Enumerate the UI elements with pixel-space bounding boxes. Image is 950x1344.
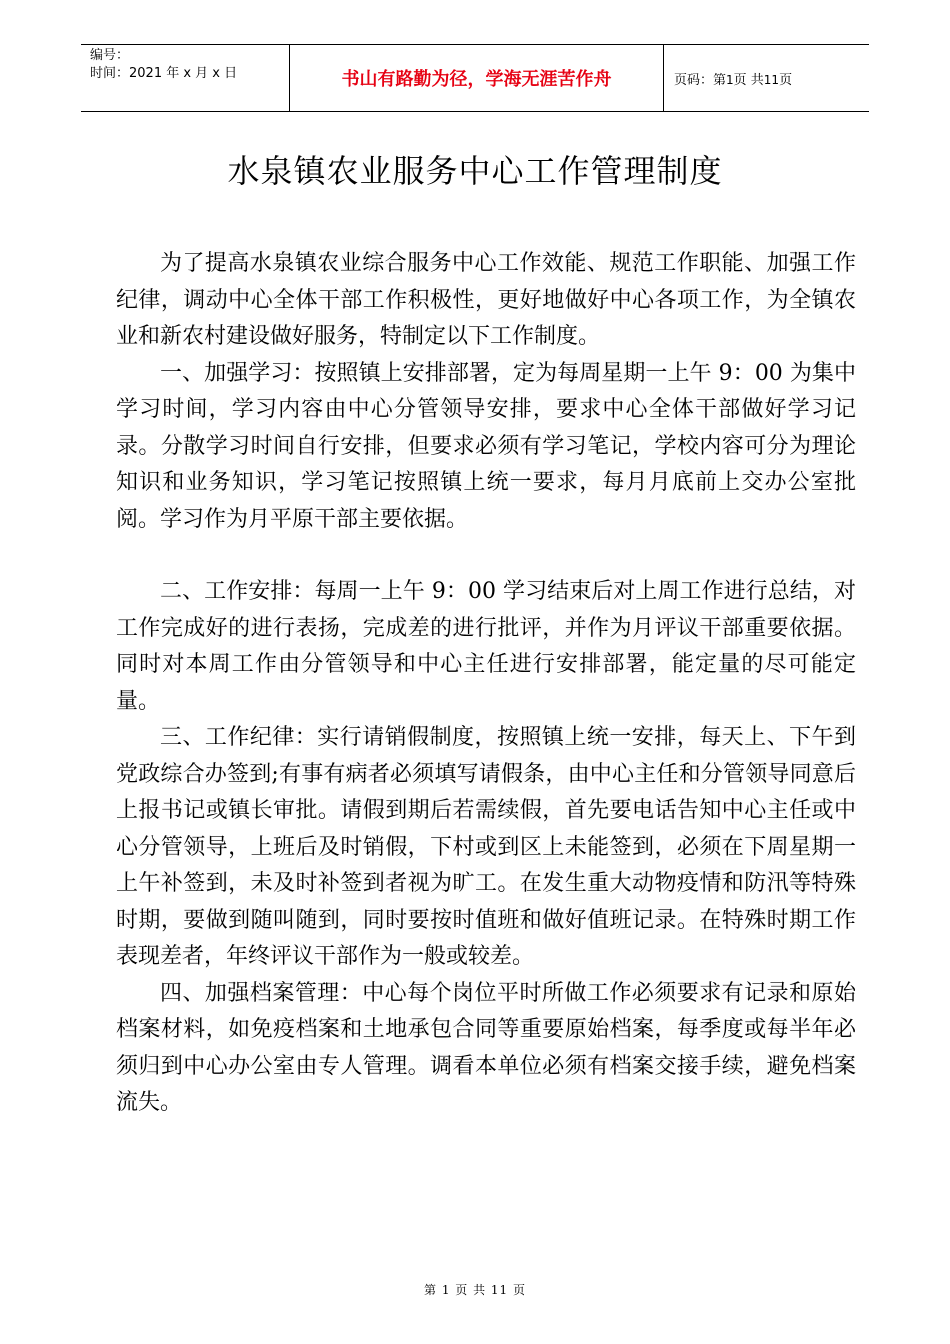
document-time: 时间：2021 年 x 月 x 日	[90, 66, 238, 81]
document-title: 水泉镇农业服务中心工作管理制度	[227, 152, 723, 190]
header-meta-cell	[81, 45, 290, 112]
page-total: 11	[763, 72, 780, 87]
intro-paragraph: 为了提高水泉镇农业综合服务中心工作效能、规范工作职能、加强工作纪律，调动中心全体干部工作积极性，更好地做好中心各项工作，为全镇农业和新农村建设做好服务，特制定以下工作制度。	[116, 251, 856, 349]
section-work-discipline-paragraph: 三、工作纪律：实行请销假制度，按照镇上统一安排，每天上、下午到党政综合办签到;有事有病者必须填写请假条，由中心主任和分管领导同意后上报书记或镇长审批。请假到期后若需续假，首先要电话告知中心主任或中心分管领导，上班后及时销假，下村或到区上未能签到，必须在下周星期一上午补签到，未及时补签到者视为旷工。在发生重大动物疫情和防汛等特殊时期，要做到随叫随到，同时要按时值班和做好值班记录。在特殊时期工作表现差者，年终评议干部作为一般或较差。	[116, 725, 856, 969]
page-current: 1	[726, 72, 734, 87]
page-footer: 第 1 页 共 11 页	[424, 1283, 526, 1297]
document-body	[116, 246, 856, 1122]
page-mid: 页 共	[733, 72, 764, 88]
document-number-label: 编号：	[90, 48, 130, 63]
section-study-paragraph: 一、加强学习：按照镇上安排部署，定为每周星期一上午 9：00 为集中学习时间，学习内容由中心分管领导安排，要求中心全体干部做好学习记录。分散学习时间自行安排，但要求必须有学习笔记，学校内容可分为理论知识和业务知识，学习笔记按照镇上统一要求，每月月底前上交办公室批阅。学习作为月平原干部主要依据。	[116, 360, 856, 532]
section-archive-management-paragraph: 四、加强档案管理：中心每个岗位平时所做工作必须要求有记录和原始档案材料，如免疫档案和土地承包合同等重要原始档案，每季度或每半年必须归到中心办公室由专人管理。调看本单位必须有档案交接手续，避免档案流失。	[116, 980, 856, 1115]
header-motto: 书山有路勤为径，学海无涯苦作舟	[290, 45, 664, 112]
section-work-arrangement-paragraph: 二、工作安排：每周一上午 9：00 学习结束后对上周工作进行总结，对工作完成好的进行表扬，完成差的进行批评，并作为月评议干部重要依据。同时对本周工作由分管领导和中心主任进行安排部署，能定量的尽可能定量。	[116, 579, 856, 714]
page-suffix: 页	[779, 72, 793, 88]
header-page-number	[664, 45, 870, 112]
header-table	[81, 44, 869, 112]
page-prefix: 页码：第	[674, 72, 727, 88]
